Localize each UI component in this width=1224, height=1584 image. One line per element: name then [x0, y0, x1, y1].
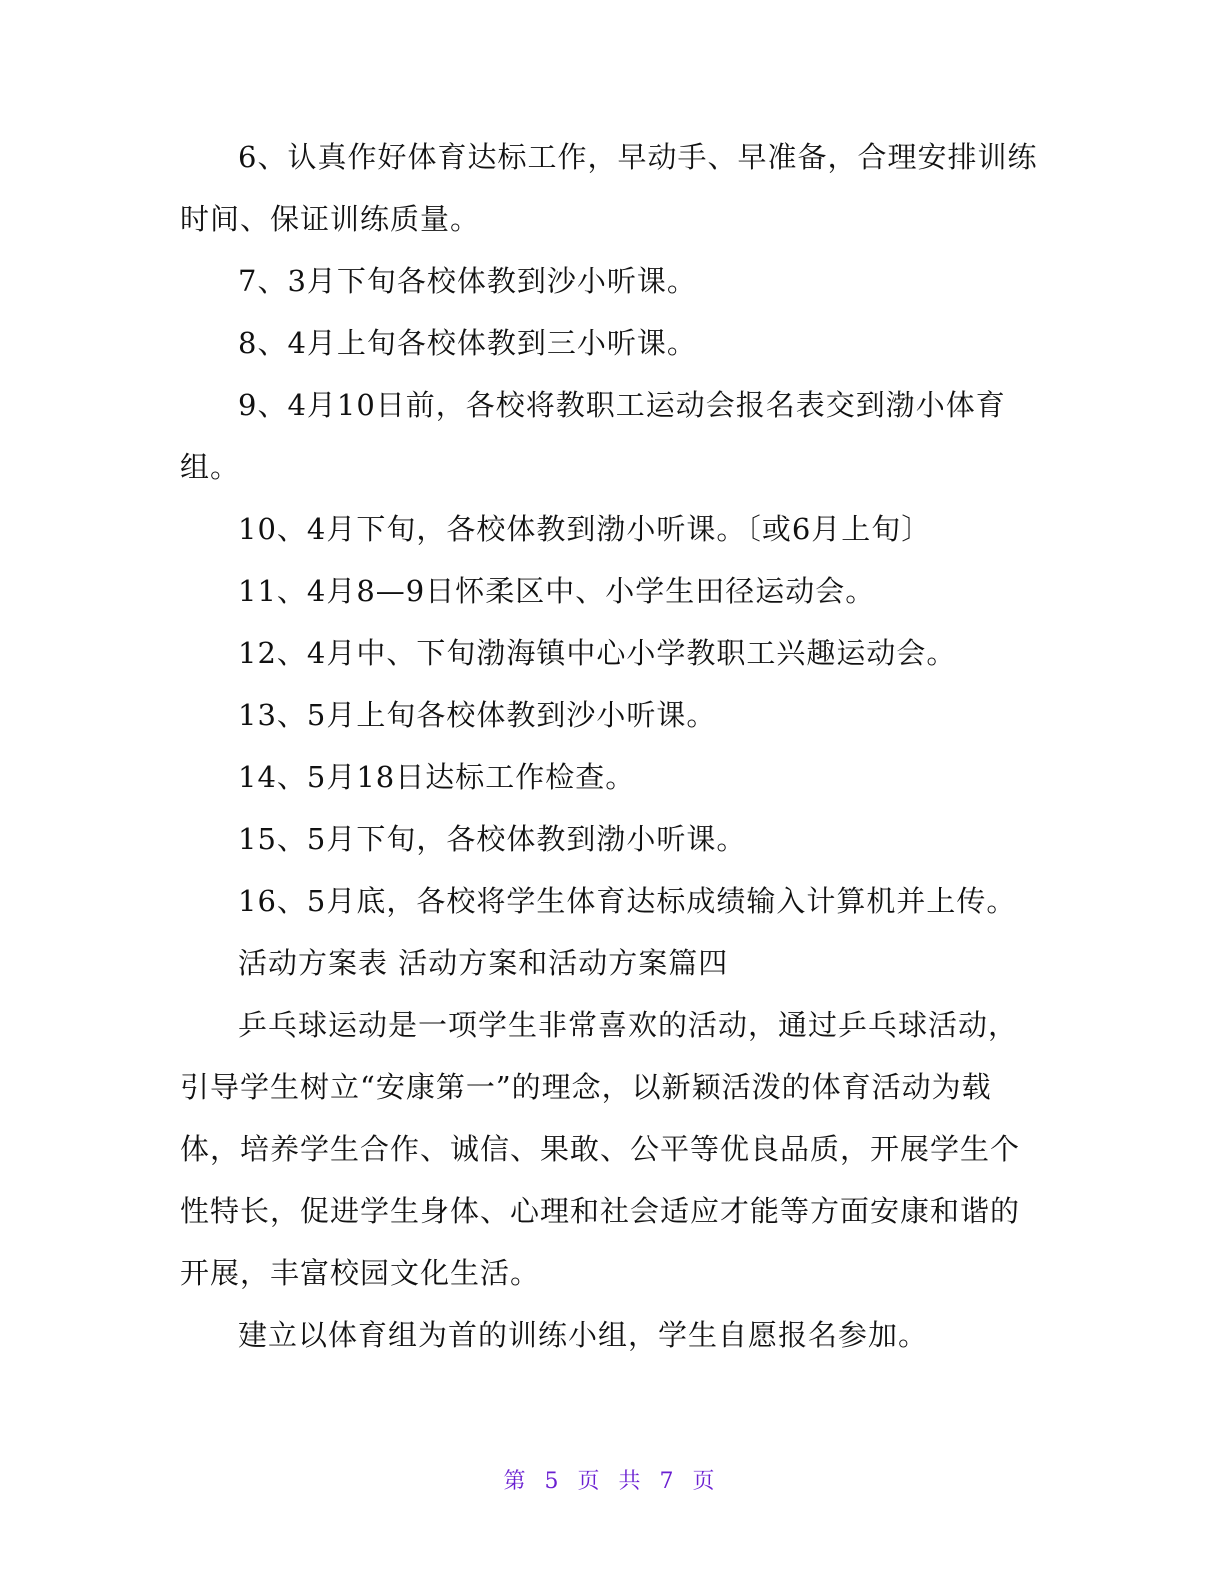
paragraph-item-6: 6、认真作好体育达标工作，早动手、早准备，合理安排训练时间、保证训练质量。 [180, 140, 1038, 236]
page-footer: 第 5 页 共 7 页 [503, 1469, 721, 1494]
paragraph-item-14: 14、5月18日达标工作检查。 [238, 760, 636, 794]
paragraph-item-10: 10、4月下旬，各校体教到渤小听课。〔或6月上旬〕 [238, 512, 932, 546]
intro-paragraph: 乒乓球运动是一项学生非常喜欢的活动，通过乒乓球活动，引导学生树立“安康第一”的理念，以新颖活泼的体育活动为载体，培养学生合作、诚信、果敢、公平等优良品质，开展学生个性特长，促进学生身体、心理和社会适应才能等方面安康和谐的开展，丰富校园文化生活。 [180, 1008, 1021, 1290]
document-body [180, 126, 1040, 1366]
paragraph-item-8: 8、4月上旬各校体教到三小听课。 [238, 326, 697, 360]
organization-paragraph: 建立以体育组为首的训练小组，学生自愿报名参加。 [238, 1318, 929, 1352]
paragraph-item-9: 9、4月10日前，各校将教职工运动会报名表交到渤小体育组。 [180, 388, 1006, 484]
section-heading: 活动方案表 活动方案和活动方案篇四 [238, 946, 729, 980]
paragraph-item-16: 16、5月底，各校将学生体育达标成绩输入计算机并上传。 [238, 884, 1017, 918]
paragraph-item-13: 13、5月上旬各校体教到沙小听课。 [238, 698, 717, 732]
paragraph-item-15: 15、5月下旬，各校体教到渤小听课。 [238, 822, 747, 856]
paragraph-item-7: 7、3月下旬各校体教到沙小听课。 [238, 264, 697, 298]
paragraph-item-12: 12、4月中、下旬渤海镇中心小学教职工兴趣运动会。 [238, 636, 957, 670]
paragraph-item-11: 11、4月8—9日怀柔区中、小学生田径运动会。 [238, 574, 876, 608]
